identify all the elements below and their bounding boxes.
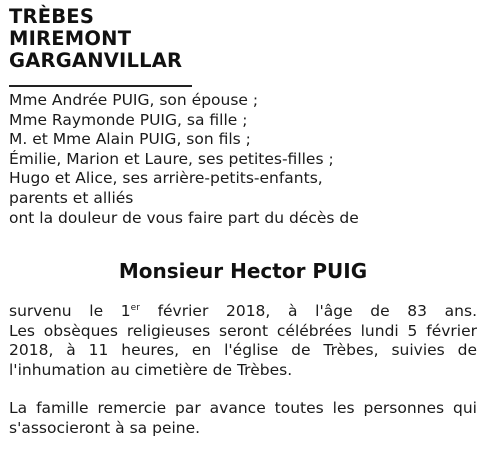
mourner-line: Hugo et Alice, ses arrière-petits-enfants,: [9, 169, 323, 188]
place-name: GARGANVILLAR: [9, 49, 183, 72]
mourners-list: [9, 91, 359, 228]
mourner-line: M. et Mme Alain PUIG, son fils ;: [9, 130, 251, 149]
death-date-prefix: survenu le 1: [9, 302, 131, 320]
ordinal-suffix: er: [130, 303, 140, 313]
notice-body: [9, 302, 477, 439]
death-date-line: [9, 302, 477, 322]
place-name: MIREMONT: [9, 27, 132, 50]
mourner-line: parents et alliés: [9, 188, 134, 207]
funeral-line: 2018, à 11 heures, en l'église de Trèbes, suivies de: [9, 341, 477, 360]
deceased-name: Monsieur Hector PUIG: [118, 259, 368, 283]
mourner-line: Mme Raymonde PUIG, sa fille ;: [9, 110, 248, 129]
announcement-line: ont la douleur de vous faire part du décès de: [9, 208, 359, 227]
place-name: TRÈBES: [9, 5, 95, 28]
heading-underline: [9, 85, 192, 87]
place-names: [9, 6, 182, 72]
funeral-line: l'inhumation au cimetière de Trèbes.: [9, 360, 293, 379]
funeral-line: Les obsèques religieuses seront célébrées lundi 5 février: [9, 321, 477, 340]
thanks-line: La famille remercie par avance toutes les personnes qui: [9, 399, 477, 418]
paragraph-gap: [9, 380, 477, 399]
mourner-line: Mme Andrée PUIG, son épouse ;: [9, 91, 259, 109]
thanks-line: s'associeront à sa peine.: [9, 418, 201, 437]
mourner-line: Émilie, Marion et Laure, ses petites-filles ;: [9, 149, 334, 168]
death-date-rest: février 2018, à l'âge de 83 ans.: [139, 302, 477, 320]
